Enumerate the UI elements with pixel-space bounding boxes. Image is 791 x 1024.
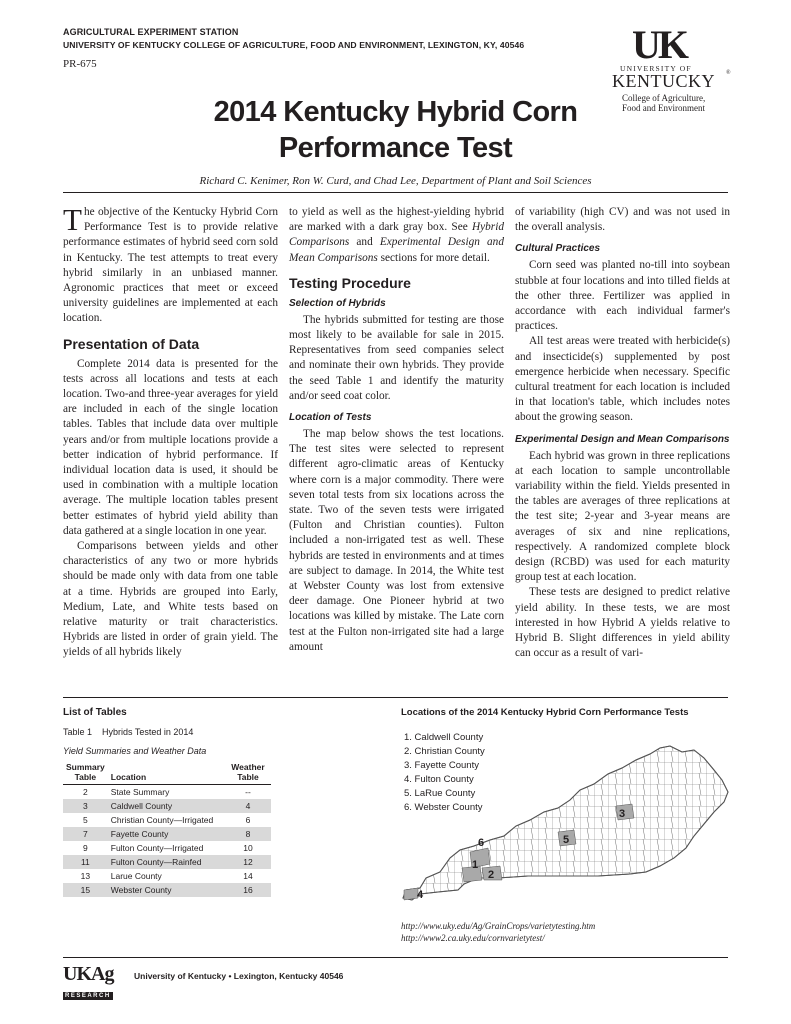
column-1 [63,202,278,661]
subheading-selection-of-hybrids: Selection of Hybrids [289,297,386,309]
list-item: 3. Fayette County [404,760,479,771]
logo-university-of: UNIVERSITY OF [620,64,692,73]
paragraph: Corn seed was planted no-till into soybean stubble at four locations and into tilled fields at the other three. Fertilizer was applied in accordance with each individual farmer's practices. [515,259,730,333]
list-item: 5. LaRue County [404,788,476,799]
logo-kentucky: KENTUCKY [612,71,715,91]
column-2 [289,205,504,655]
table-row: 5 Christian County—Irrigated 6 [83,815,251,825]
ukag-research-logo [63,963,129,999]
research-label: RESEARCH [65,993,111,999]
authors: Richard C. Kenimer, Ron W. Curd, and Chad Lee, Department of Plant and Soil Sciences [199,175,592,187]
footer-rule [63,957,728,958]
paragraph: to yield as well as the highest-yielding hybrid are marked with a dark gray box. See Hybrid Comparisons and Experimental Design and Mean Comparisons sections for more detail. [289,206,504,264]
paragraph: of variability (high CV) and was not used in the overall analysis. [515,206,730,234]
col-summary-header: Summary Table [66,762,105,782]
map-marker-2: 2 [488,869,495,881]
table-row: 15 Webster County 16 [63,883,271,897]
paragraph: All test areas were treated with herbicide(s) and insecticide(s) supplemented by post emergence herbicide when necessary. Specific cultural treatment for each location is included in that location's table, which includes notes about the growing season. [515,335,730,424]
table-row: 3 Caldwell County 4 [63,799,271,813]
url-corn-variety-test[interactable]: http://www2.ca.uky.edu/cornvarietytest/ [401,933,545,943]
list-item: 4. Fulton County [404,774,474,785]
subheading-cultural-practices: Cultural Practices [515,243,601,255]
map-marker-4: 4 [417,889,424,901]
yield-summaries-subtitle: Yield Summaries and Weather Data [63,746,207,756]
table-row: 11 Fulton County—Rainfed 12 [63,855,271,869]
list-of-tables-title: List of Tables [63,707,127,718]
page-title-line1: 2014 Kentucky Hybrid Corn [213,96,578,128]
map-marker-1: 1 [472,859,479,871]
column-3 [515,205,730,661]
table-row: 13 Larue County 14 [80,871,253,881]
title-rule [63,192,728,193]
subheading-experimental-design: Experimental Design and Mean Comparisons [515,433,730,445]
paragraph: The hybrids submitted for testing are those most likely to be available for sale in 2015. Representatives from seed companies select and nominate their own hybrids. They provide the seed Table 1 and identify the maturity and/or seed coat color. [289,313,504,402]
footer-address: University of Kentucky • Lexington, Kentucky 40546 [134,971,344,981]
map-title: Locations of the 2014 Kentucky Hybrid Corn Performance Tests [401,707,689,718]
col-location-header: Location [110,772,147,782]
logo-college-line2: Food and Environment [622,103,705,113]
paragraph: Complete 2014 data is presented for the tests across all locations and tests at each location. Two-and three-year averages for yield are included in each of the single location tables. Tables that include data over multiple years and/or from multiple locations provide a better indication of hybrid performance. If individual location data is used, it should be used in combination with a multiple location average. The multiple location tables present better estimates of hybrid yield ability than data gathered at a single location in one year. [63,357,278,537]
table-row: 7 Fayette County 8 [63,827,271,841]
uk-logo-mark: UK [632,22,686,67]
subheading-location-of-tests: Location of Tests [289,412,372,424]
ukag-logo-text: UKAg [63,963,114,985]
list-item: 1. Caldwell County [404,732,484,743]
page-title-line2: Performance Test [278,132,513,164]
url-variety-testing[interactable]: http://www.uky.edu/Ag/GrainCrops/varietytesting.htm [401,921,596,931]
university-line: UNIVERSITY OF KENTUCKY COLLEGE OF AGRICULTURE, FOOD AND ENVIRONMENT, LEXINGTON, KY, 40546 [63,40,525,50]
map-marker-5: 5 [563,834,570,846]
paragraph: Each hybrid was grown in three replications at each location to sample uncontrollable variability within the field. Yields presented in the tables are averages of three replications at the test site; 2-year and 3-year means are averages of six and nine replications, respectively. A randomized complete block design (RCBD) was used for each maturity group test at each location. [515,449,730,584]
list-item: 2. Christian County [404,746,485,757]
table-row: 2 State Summary -- [83,787,251,797]
report-number: PR-675 [63,58,97,70]
body-rule [63,697,728,698]
paragraph: Comparisons between yields and other characteristics of any two or more hybrids should be made only with data from one table at a time. Hybrids are grouped into Early, Medium, Late, and White tests based on relative maturity or trait characteristics. Hybrids are listed in order of grain yield. The yields of all hybrids likely [63,540,278,659]
table1-entry: Table 1 Hybrids Tested in 2014 [63,727,194,737]
logo-registered-mark: ® [726,70,731,76]
kentucky-county-map [398,740,730,905]
list-of-tables [63,762,271,897]
station-heading: AGRICULTURAL EXPERIMENT STATION [63,27,239,37]
heading-testing-procedure: Testing Procedure [289,274,411,291]
fulton-county-shape [404,888,418,900]
list-item: 6. Webster County [404,802,483,813]
map-marker-6: 6 [478,837,485,849]
heading-presentation-of-data: Presentation of Data [63,335,200,352]
drop-cap: T [63,202,82,237]
paragraph: The map below shows the test locations. The test sites were selected to represent different agro-climatic areas of Kentucky where corn is a major commodity. There were seven total tests from six locations across the state. Two of the seven tests were irrigated (Fulton and Christian counties). Fulton included a non-irrigated test as well. These hybrids are tested in environments and at times are subject to damage. In 2014, the White test at Webster County was lost from extensive deer damage. One Pioneer hybrid at two locations was killed by mistake. The Late corn test at the Fulton non-irrigated site had a large amount [289,428,504,653]
logo-college-line1: College of Agriculture, [622,93,706,103]
table-row: 9 Fulton County—Irrigated 10 [83,843,253,853]
intro-paragraph: The objective of the Kentucky Hybrid Corn Performance Test is to provide relative performance estimates of hybrid seed corn sold in Kentucky. The test attempts to treat every hybrid similarly in an unbiased manner. Agronomic practices that meet or exceed university guidelines are implemented at each location. [63,202,278,325]
col-weather-header: Weather Table [231,762,265,782]
map-marker-3: 3 [619,808,626,820]
paragraph: These tests are designed to predict relative yield ability. In these tests, we are most interested in how Hybrid A yields relative to Hybrid B. Slight differences in yield ability can occur as a result of vari- [515,586,730,660]
